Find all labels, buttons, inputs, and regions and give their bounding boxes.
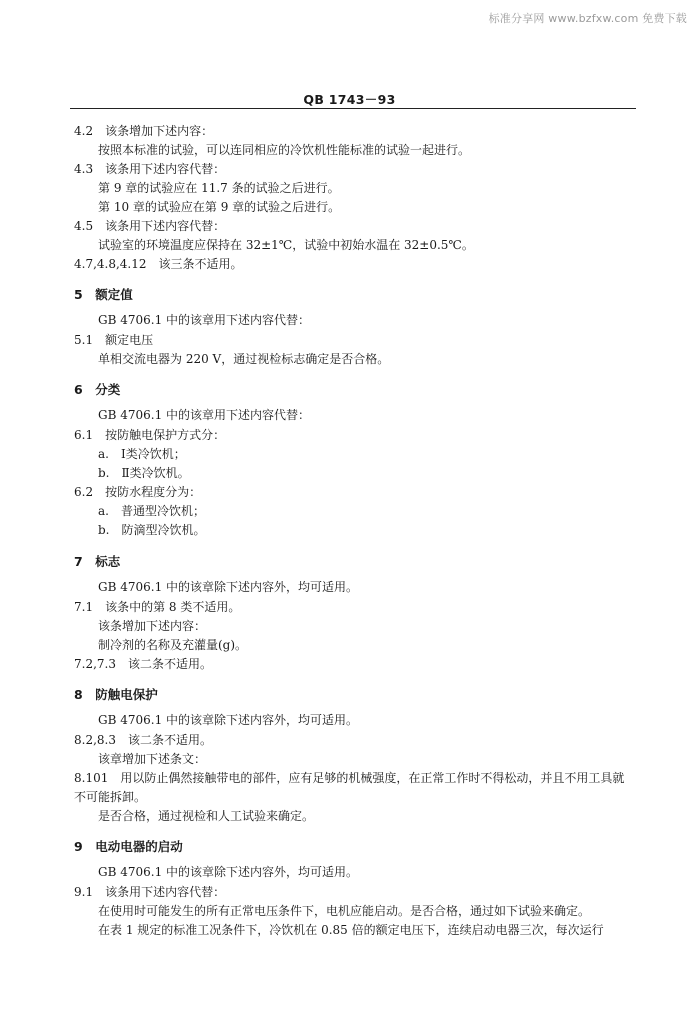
clause-6-2: 6.2 按防水程度分为： <box>74 485 202 499</box>
text-line: 第 10 章的试验应在第 9 章的试验之后进行。 <box>98 200 341 214</box>
clause-4-2: 4.2 该条增加下述内容： <box>74 124 214 138</box>
watermark: 标准分享网 www.bzfxw.com 免费下载 <box>488 12 687 25</box>
clause-6-1: 6.1 按防触电保护方式分： <box>74 428 226 442</box>
section-6-heading: 6 分类 <box>74 382 121 397</box>
text-line: GB 4706.1 中的该章除下述内容外，均可适用。 <box>98 580 359 594</box>
header-rule <box>70 108 636 109</box>
page-header: QB 1743－93 <box>303 92 396 107</box>
section-9-heading: 9 电动电器的启动 <box>74 839 183 854</box>
clause-4-3: 4.3 该条用下述内容代替： <box>74 162 226 176</box>
text-line: 是否合格，通过视检和人工试验来确定。 <box>98 809 315 823</box>
text-line: 该章增加下述条文： <box>98 752 207 766</box>
clause-7-2: 7.2,7.3 该二条不适用。 <box>74 657 212 671</box>
list-item: a. 普通型冷饮机； <box>98 504 205 518</box>
text-line: 在使用时可能发生的所有正常电压条件下，电机应能启动。是否合格，通过如下试验来确定。 <box>98 904 591 918</box>
clause-8-2: 8.2,8.3 该二条不适用。 <box>74 733 212 747</box>
clause-4-7: 4.7,4.8,4.12 该三条不适用。 <box>74 257 243 271</box>
text-line: 制冷剂的名称及充灌量(g)。 <box>98 638 248 652</box>
text-line: 按照本标准的试验，可以连同相应的冷饮机性能标准的试验一起进行。 <box>98 143 471 157</box>
text-line: 第 9 章的试验应在 11.7 条的试验之后进行。 <box>98 181 340 195</box>
text-line: GB 4706.1 中的该章用下述内容代替： <box>98 408 311 422</box>
clause-4-5: 4.5 该条用下述内容代替： <box>74 219 226 233</box>
clause-9-1: 9.1 该条用下述内容代替： <box>74 885 226 899</box>
section-7-heading: 7 标志 <box>74 554 121 569</box>
clause-7-1: 7.1 该条中的第 8 类不适用。 <box>74 600 241 614</box>
text-line: 该条增加下述内容： <box>98 619 207 633</box>
section-5-heading: 5 额定值 <box>74 287 133 302</box>
clause-8-101: 8.101 用以防止偶然接触带电的部件，应有足够的机械强度，在正常工作时不得松动，并且不用工具就 <box>74 771 625 785</box>
text-line: GB 4706.1 中的该章用下述内容代替： <box>98 313 311 327</box>
text-line: 不可能拆卸。 <box>74 790 147 804</box>
section-8-heading: 8 防触电保护 <box>74 687 158 702</box>
clause-5-1: 5.1 额定电压 <box>74 333 154 347</box>
text-line: 单相交流电器为 220 V，通过视检标志确定是否合格。 <box>98 352 390 366</box>
list-item: a. Ⅰ类冷饮机； <box>98 447 186 461</box>
list-item: b. 防滴型冷饮机。 <box>98 523 206 537</box>
text-line: GB 4706.1 中的该章除下述内容外，均可适用。 <box>98 713 359 727</box>
text-line: GB 4706.1 中的该章除下述内容外，均可适用。 <box>98 865 359 879</box>
text-line: 在表 1 规定的标准工况条件下，冷饮机在 0.85 倍的额定电压下，连续启动电器三次，每次运行 <box>98 923 604 937</box>
text-line: 试验室的环境温度应保持在 32±1℃，试验中初始水温在 32±0.5℃。 <box>98 238 474 252</box>
list-item: b. Ⅱ类冷饮机。 <box>98 466 190 480</box>
